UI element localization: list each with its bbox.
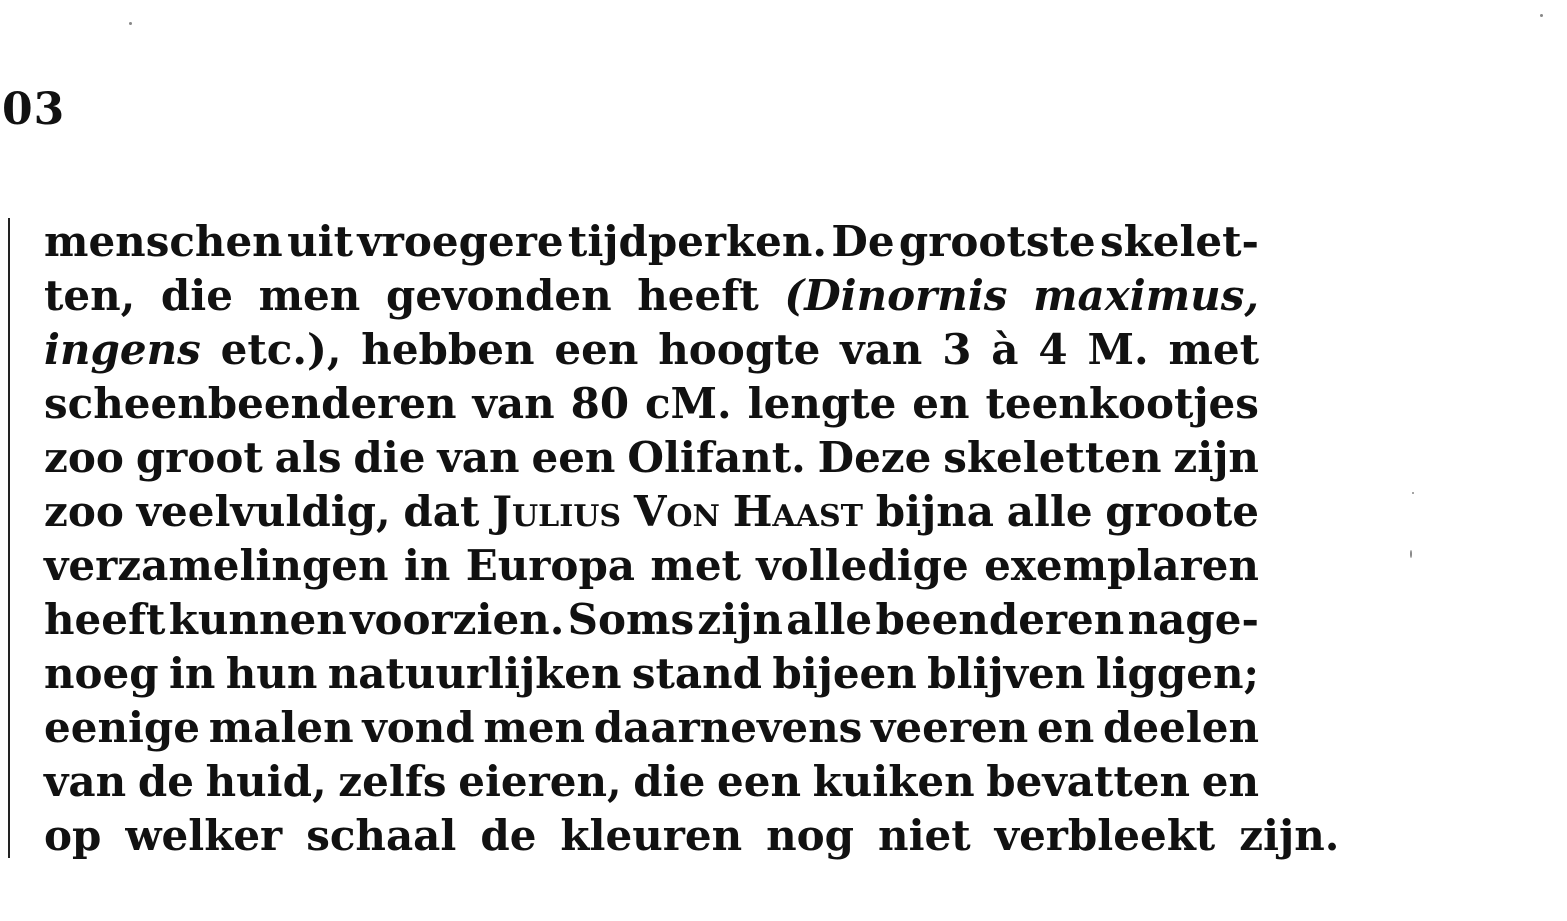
text-word: zijn. [1239,811,1340,860]
text-word: menschen [44,217,283,266]
text-word: die [353,433,426,482]
scan-speck [1540,14,1543,17]
text-word: hun [225,649,318,698]
text-word: tijdperken. [567,217,828,266]
text-word: zijn [1173,433,1259,482]
text-word: uit [287,217,353,266]
text-word: noeg [44,649,159,698]
text-line [44,431,1259,485]
scan-speck [129,22,132,25]
text-word: kunnen [168,595,347,644]
text-word: maximus, [1033,271,1259,320]
text-word: malen [208,703,354,752]
text-word: dat [403,487,480,536]
text-word: men [483,703,586,752]
text-word: zijn [697,595,783,644]
text-line [44,539,1259,593]
text-line [44,647,1259,701]
text-word: de [137,757,194,806]
author-name-word: JULIUS [492,487,622,536]
text-word: verbleekt [994,811,1216,860]
text-word: alle [786,595,873,644]
author-name-word: HAAST [732,487,863,536]
text-word: blijven [927,649,1086,698]
text-word: groote [1105,487,1259,536]
text-word: een [531,433,616,482]
text-word: schaal [306,811,457,860]
text-word: scheenbeenderen [44,379,457,428]
text-word: veeren [871,703,1029,752]
text-word: als [274,433,342,482]
text-word: bijeen [772,649,917,698]
text-word: stand [631,649,762,698]
text-word: deelen [1102,703,1259,752]
text-line [44,323,1259,377]
text-word: De [831,217,895,266]
text-word: alle [1006,487,1093,536]
text-word: men [258,271,361,320]
text-word: grootste [898,217,1096,266]
text-word: ingens [44,325,201,374]
text-line [44,377,1259,431]
text-word: van [472,379,555,428]
text-word: huid, [205,757,327,806]
page-number: 03 [2,84,66,135]
text-word: 3 [942,325,972,374]
text-word: van [437,433,520,482]
text-word: hoogte [658,325,821,374]
text-word: met [650,541,741,590]
text-line [44,701,1259,755]
text-line [44,215,1259,269]
text-word: voorzien. [350,595,565,644]
text-line [44,485,1259,539]
text-word: een [554,325,639,374]
text-word: van [44,757,127,806]
text-word: en [1201,757,1259,806]
text-word: bijna [875,487,994,536]
text-word: zoo [44,433,124,482]
text-word: eieren, [458,757,622,806]
text-word: met [1168,325,1259,374]
text-word: welker [125,811,283,860]
text-word: nog [766,811,855,860]
text-word: skeletten [943,433,1162,482]
text-word: in [403,541,451,590]
text-word: heeft [44,595,166,644]
text-word: eenige [44,703,201,752]
text-word: beenderen [875,595,1125,644]
text-word: niet [878,811,971,860]
text-word: een [717,757,801,806]
text-word: natuurlijken [327,649,622,698]
text-word: vond [362,703,475,752]
text-word: 80 [570,379,630,428]
text-word: gevonden [385,271,612,320]
text-word: en [1036,703,1095,752]
text-word: teenkootjes [985,379,1259,428]
text-word: lengte [747,379,897,428]
text-word: M. [1087,325,1149,374]
text-word: die [633,757,706,806]
text-word: en [912,379,970,428]
text-word: in [168,649,216,698]
text-word: veelvuldig, [136,487,391,536]
text-word: hebben [361,325,535,374]
text-word: 4 [1038,325,1068,374]
text-word: op [44,811,102,860]
text-line [44,593,1259,647]
body-paragraph [44,215,1340,863]
author-name-word: VON [633,487,720,536]
text-word: liggen; [1095,649,1259,698]
text-word: skelet- [1099,217,1259,266]
text-line [44,755,1259,809]
text-word: bevatten [986,757,1191,806]
text-word: exemplaren [984,541,1259,590]
margin-rule [8,218,10,858]
text-word: nage- [1127,595,1259,644]
text-word: die [160,271,233,320]
text-word: zoo [44,487,124,536]
scan-speck [1412,492,1414,494]
scan-speck [1410,550,1412,558]
text-word: heeft [637,271,759,320]
text-word: van [840,325,923,374]
text-word: (Dinornis [784,271,1008,320]
text-word: cM. [644,379,732,428]
text-word: à [991,325,1019,374]
text-word: kuiken [812,757,975,806]
text-word: ten, [44,271,136,320]
text-line [44,269,1259,323]
text-line [44,809,1340,863]
text-word: Soms [567,595,695,644]
text-word: etc.), [220,325,342,374]
text-word: Europa [465,541,636,590]
text-word: verzamelingen [44,541,389,590]
text-word: Deze [817,433,932,482]
text-word: Olifant. [627,433,806,482]
text-word: groot [135,433,263,482]
text-word: volledige [756,541,969,590]
text-word: zelfs [338,757,447,806]
text-word: vroegere [357,217,564,266]
text-word: de [480,811,537,860]
text-word: daarnevens [593,703,863,752]
text-word: kleuren [560,811,743,860]
